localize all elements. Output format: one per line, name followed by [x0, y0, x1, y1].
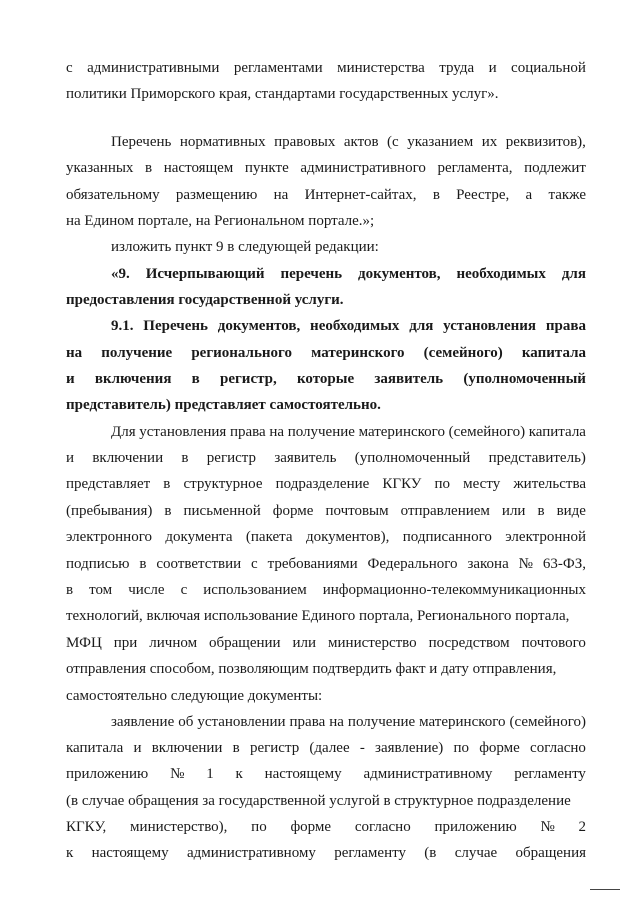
text-line: изложить пункт 9 в следующей редакции: — [111, 239, 379, 255]
text-line: и включения в регистр, которые заявитель (уполномоченный — [66, 371, 586, 387]
text-line: на получение регионального материнского (семейного) капитала — [66, 345, 586, 361]
text-line: заявление об установлении права на получение материнского (семейного) — [111, 714, 586, 730]
footer-rule — [590, 889, 620, 890]
text-line: Для установления права на получение материнского (семейного) капитала — [111, 424, 586, 440]
text-line: указанных в настоящем пункте административного регламента, подлежит — [66, 160, 586, 176]
text-line: предоставления государственной услуги. — [66, 292, 344, 308]
text-line: политики Приморского края, стандартами государственных услуг». — [66, 86, 499, 102]
text-line: (в случае обращения за государственной услугой в структурное подразделение — [66, 793, 571, 809]
text-line: МФЦ при личном обращении или министерство посредством почтового — [66, 635, 586, 651]
text-line: подписью в соответствии с требованиями Федерального закона № 63-ФЗ, — [66, 556, 586, 572]
text-line: в том числе с использованием информационно-телекоммуникационных — [66, 582, 586, 598]
text-line: электронного документа (пакета документов), подписанного электронной — [66, 529, 586, 545]
text-line: представитель) представляет самостоятельно. — [66, 397, 381, 413]
text-line: представляет в структурное подразделение КГКУ по месту жительства — [66, 476, 586, 492]
text-line: самостоятельно следующие документы: — [66, 688, 323, 704]
text-line: технологий, включая использование Единого портала, Регионального портала, — [66, 608, 570, 624]
text-line: отправления способом, позволяющим подтвердить факт и дату отправления, — [66, 661, 557, 677]
text-line: капитала и включении в регистр (далее - заявление) по форме согласно — [66, 740, 586, 756]
text-line: к настоящему административному регламенту (в случае обращения — [66, 845, 586, 861]
text-line: 9.1. Перечень документов, необходимых для установления права — [111, 318, 586, 334]
text-line: обязательному размещению на Интернет-сайтах, в Реестре, а также — [66, 187, 586, 203]
text-line: на Едином портале, на Региональном портале.»; — [66, 213, 375, 229]
text-line: с административными регламентами министерства труда и социальной — [66, 60, 586, 76]
text-line: «9. Исчерпывающий перечень документов, необходимых для — [111, 266, 586, 282]
text-line: КГКУ, министерство), по форме согласно приложению № 2 — [66, 819, 586, 835]
text-line: приложению № 1 к настоящему административному регламенту — [66, 766, 586, 782]
text-line: Перечень нормативных правовых актов (с указанием их реквизитов), — [111, 134, 586, 150]
text-line: (пребывания) в письменной форме почтовым отправлением или в виде — [66, 503, 586, 519]
text-line: и включении в регистр заявитель (уполномоченный представитель) — [66, 450, 586, 466]
